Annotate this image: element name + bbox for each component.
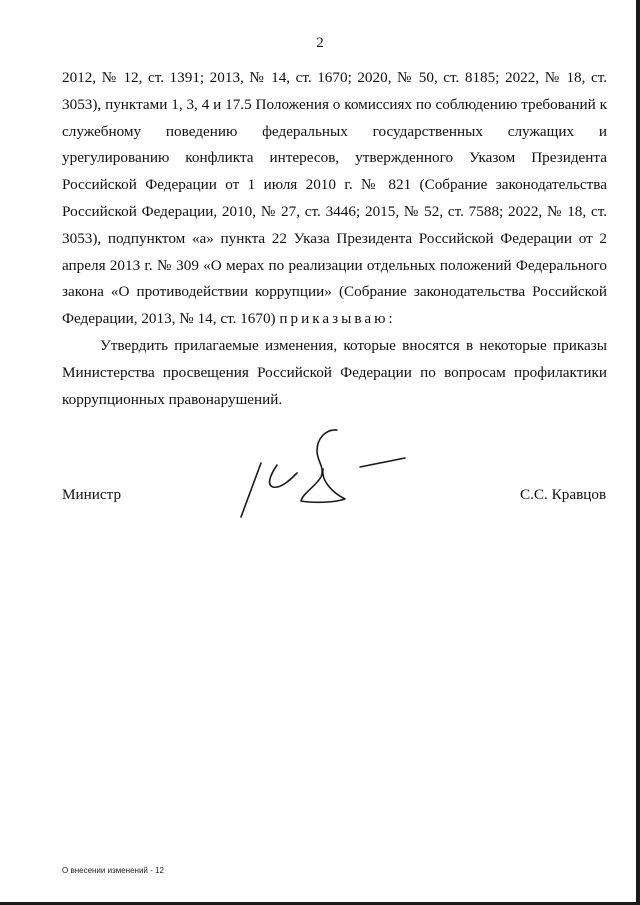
page-number: 2 [316, 35, 324, 51]
handwritten-signature [225, 425, 425, 525]
footer-note: О внесении изменений - 12 [62, 866, 164, 875]
paragraph-legal-basis-text: 2012, № 12, ст. 1391; 2013, № 14, ст. 1670; 2020, № 50, ст. 8185; 2022, № 18, ст. 3053), пунктами 1, 3, 4 и 17.5 Положения о комиссиях по соблюдению требований к служебному поведению федеральных государственных служащих и урегулированию конфликта интересов, утвержденного Указом Президента Российской Федерации от 1 июля 2010 г. № 821 (Собрание законодательства Российской Федерации, 2010, № 27, ст. 3446; 2015, № 52, ст. 7588; 2022, № 18, ст. 3053), подпунктом «а» пункта 22 Указа Президента Российской Федерации от 2 апреля 2013 г. № 309 «О мерах по реализации отдельных положений Федерального закона «О противодействии коррупции» (Собрание законодательства Российской Федерации, 2013, № 14, ст. 1670) [62, 69, 607, 328]
scan-edge-right [636, 0, 640, 905]
paragraph-approve: Утвердить прилагаемые изменения, которые вносятся в некоторые приказы Министерства просвещения Российской Федерации по вопросам профилактики коррупционных правонарушений. [62, 336, 607, 408]
signatory-position: Министр [62, 486, 122, 503]
signatory-name: С.С. Кравцов [520, 486, 607, 503]
order-word: приказываю: [279, 310, 396, 328]
paragraph-legal-basis [62, 65, 607, 333]
document-body [62, 65, 607, 413]
